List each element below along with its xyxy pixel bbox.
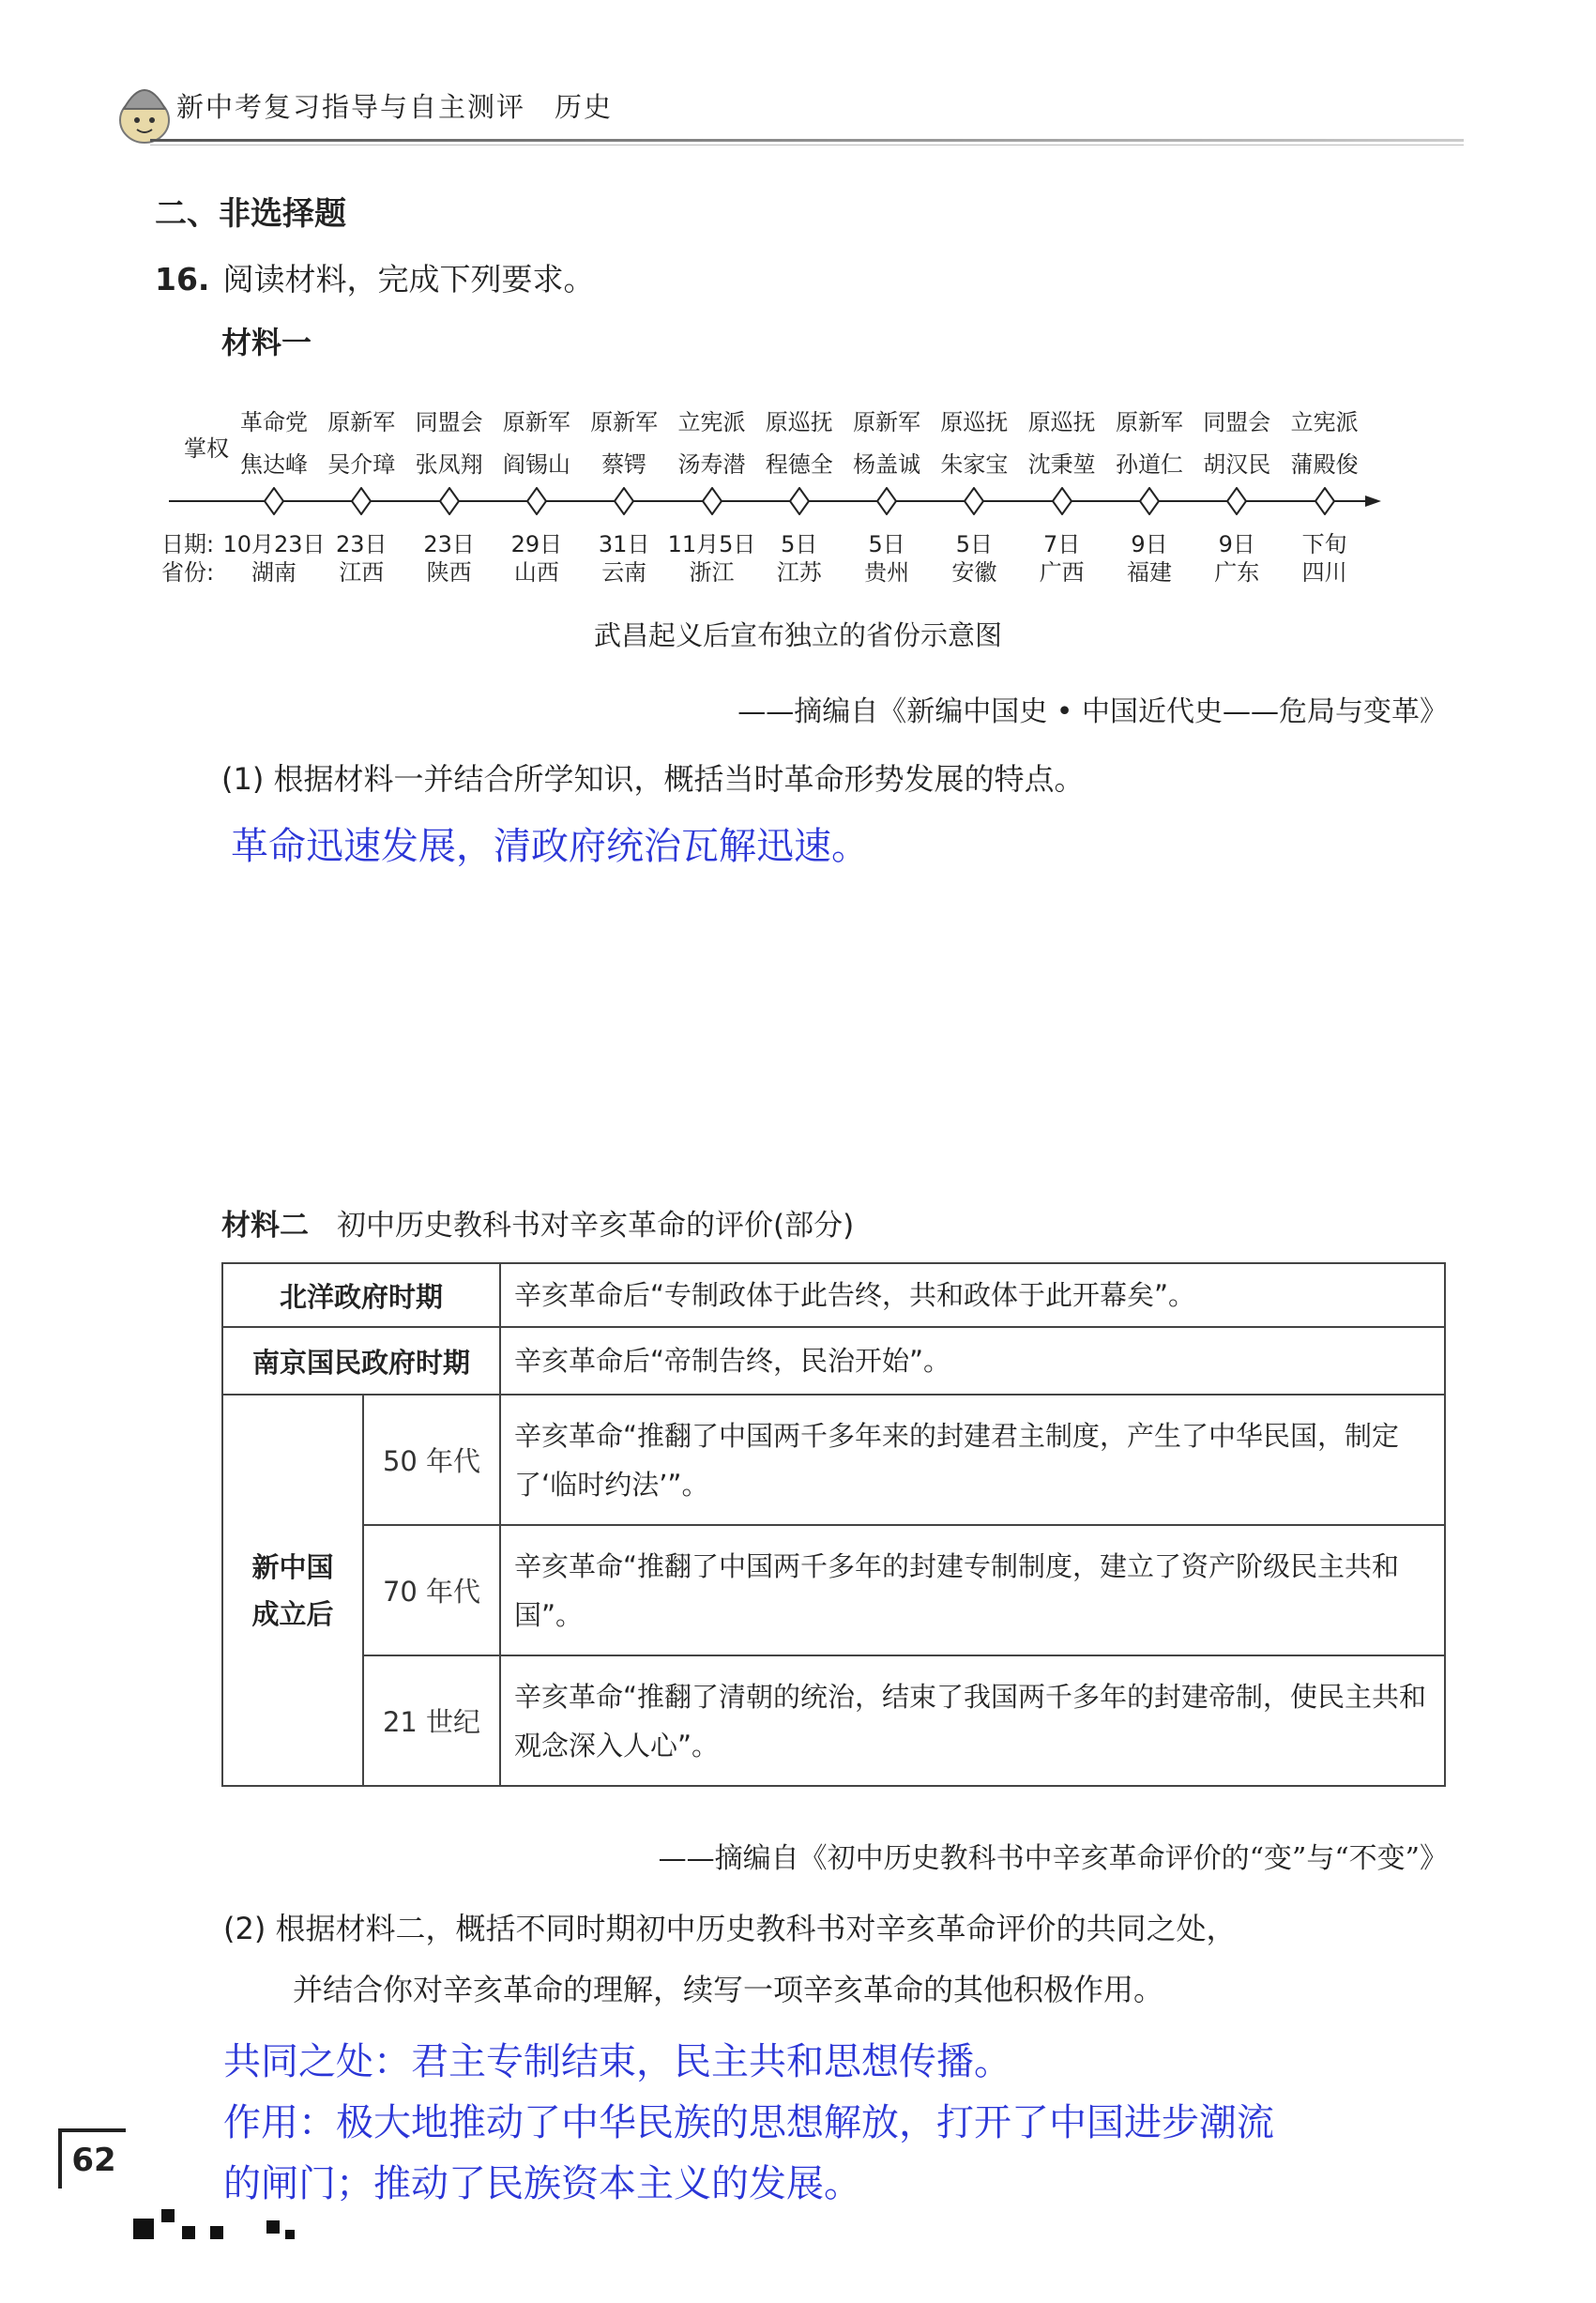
event-province: 云南 bbox=[601, 559, 647, 586]
event-person: 蒲殿俊 bbox=[1290, 451, 1359, 478]
event-province: 江西 bbox=[339, 559, 385, 586]
event-province: 湖南 bbox=[251, 559, 296, 586]
era-70s: 70 年代 bbox=[363, 1525, 500, 1655]
event-person: 蔡锷 bbox=[601, 451, 647, 478]
event-diamond-marker bbox=[614, 487, 634, 515]
event-province: 贵州 bbox=[864, 559, 910, 586]
event-province: 山西 bbox=[513, 559, 559, 586]
period-nanjing: 南京国民政府时期 bbox=[222, 1327, 500, 1395]
event-diamond-marker bbox=[964, 487, 984, 515]
event-province: 安徽 bbox=[951, 559, 997, 586]
event-diamond-marker bbox=[439, 487, 460, 515]
event-faction: 原新军 bbox=[853, 409, 921, 435]
event-province: 福建 bbox=[1127, 559, 1172, 586]
page-number: 62 bbox=[58, 2128, 126, 2189]
event-province: 江苏 bbox=[776, 559, 822, 586]
table-row bbox=[222, 1655, 1445, 1786]
event-diamond-marker bbox=[789, 487, 810, 515]
event-faction: 同盟会 bbox=[415, 409, 483, 435]
event-date: 下旬 bbox=[1301, 531, 1347, 557]
text-21c: 辛亥革命“推翻了清朝的统治，结束了我国两千多年的封建帝制，使民主共和观念深入人心”。 bbox=[500, 1655, 1445, 1786]
event-diamond-marker bbox=[526, 487, 547, 515]
question-prompt: 阅读材料，完成下列要求。 bbox=[222, 261, 595, 297]
event-date: 11月5日 bbox=[667, 531, 756, 557]
event-diamond-marker bbox=[876, 487, 897, 515]
event-faction: 原巡抚 bbox=[1027, 409, 1096, 435]
event-person: 程德全 bbox=[765, 451, 833, 478]
event-date: 9日 bbox=[1218, 531, 1255, 557]
period-beiyang: 北洋政府时期 bbox=[222, 1263, 500, 1327]
event-diamond-marker bbox=[702, 487, 722, 515]
event-person: 汤寿潜 bbox=[677, 451, 746, 478]
event-date: 5日 bbox=[955, 531, 994, 557]
event-faction: 原新军 bbox=[327, 409, 396, 435]
event-date: 10月23日 bbox=[222, 531, 326, 557]
event-diamond-marker bbox=[1315, 487, 1335, 515]
header-title: 新中考复习指导与自主测评 历史 bbox=[176, 91, 614, 123]
period-new-china bbox=[222, 1395, 363, 1786]
sub1-answer: 革命迅速发展，清政府统治瓦解迅速。 bbox=[231, 825, 869, 868]
event-date: 7日 bbox=[1043, 531, 1081, 557]
text-50s: 辛亥革命“推翻了中国两千多年来的封建君主制度，产生了中华民国，制定了‘临时约法’”。 bbox=[500, 1395, 1445, 1525]
event-faction: 同盟会 bbox=[1203, 409, 1271, 435]
event-person: 张凤翔 bbox=[415, 451, 483, 478]
event-province: 广西 bbox=[1039, 559, 1085, 586]
timeline-label-province: 省份: bbox=[161, 559, 215, 586]
material2-source: ——摘编自《初中历史教科书中辛亥革命评价的“变”与“不变”》 bbox=[658, 1842, 1448, 1875]
event-date: 5日 bbox=[868, 531, 905, 557]
event-province: 浙江 bbox=[689, 559, 735, 586]
event-person: 阎锡山 bbox=[502, 451, 570, 478]
event-date: 29日 bbox=[510, 531, 563, 557]
text-nanjing: 辛亥革命后“帝制告终，民治开始”。 bbox=[500, 1327, 1445, 1395]
evaluation-table bbox=[221, 1262, 1446, 1787]
event-province: 广东 bbox=[1214, 559, 1260, 586]
event-diamond-marker bbox=[1139, 487, 1160, 515]
event-faction: 立宪派 bbox=[1290, 409, 1359, 435]
timeline-label-power: 掌权 bbox=[184, 435, 229, 462]
event-diamond-marker bbox=[1052, 487, 1072, 515]
event-diamond-marker bbox=[264, 487, 284, 515]
material1-caption: 武昌起义后宣布独立的省份示意图 bbox=[593, 619, 1002, 651]
event-faction: 原新军 bbox=[590, 409, 659, 435]
event-person: 孙道仁 bbox=[1116, 451, 1183, 478]
sub2-answer-line1: 共同之处：君主专制结束，民主共和思想传播。 bbox=[223, 2040, 1011, 2083]
event-person: 沈秉堃 bbox=[1027, 451, 1096, 478]
era-50s: 50 年代 bbox=[363, 1395, 500, 1525]
material2-label: 材料二 bbox=[221, 1209, 309, 1243]
text-70s: 辛亥革命“推翻了中国两千多年的封建专制制度，建立了资产阶级民主共和国”。 bbox=[500, 1525, 1445, 1655]
event-person: 焦达峰 bbox=[240, 451, 308, 478]
sub2-question-line2: 并结合你对辛亥革命的理解，续写一项辛亥革命的其他积极作用。 bbox=[293, 1972, 1164, 2007]
event-person: 朱家宝 bbox=[940, 451, 1009, 478]
table-row bbox=[222, 1395, 1445, 1525]
question-number: 16. bbox=[155, 261, 210, 297]
table-row bbox=[222, 1327, 1445, 1395]
event-diamond-marker bbox=[351, 487, 372, 515]
event-diamond-marker bbox=[1226, 487, 1247, 515]
event-province: 陕西 bbox=[426, 559, 472, 586]
sub1-question: (1) 根据材料一并结合所学知识，概括当时革命形势发展的特点。 bbox=[221, 761, 1085, 797]
material1-label: 材料一 bbox=[221, 325, 312, 360]
section-title: 二、非选择题 bbox=[155, 195, 346, 233]
event-date: 31日 bbox=[598, 531, 650, 557]
sub2-answer-line2: 作用：极大地推动了中华民族的思想解放，打开了中国进步潮流 bbox=[223, 2101, 1274, 2144]
table-row bbox=[222, 1263, 1445, 1327]
event-person: 杨盖诚 bbox=[853, 451, 921, 478]
material2-heading bbox=[221, 1201, 854, 1243]
event-faction: 立宪派 bbox=[677, 409, 746, 435]
event-faction: 原巡抚 bbox=[765, 409, 833, 435]
event-province: 四川 bbox=[1301, 559, 1347, 586]
event-date: 5日 bbox=[781, 531, 818, 557]
event-person: 胡汉民 bbox=[1203, 451, 1271, 478]
sub2-question-line1: (2) 根据材料二，概括不同时期初中历史教科书对辛亥革命评价的共同之处， bbox=[223, 1911, 1237, 1946]
timeline-label-date: 日期: bbox=[161, 531, 215, 557]
event-faction: 革命党 bbox=[240, 409, 308, 435]
sub2-answer-line3: 的闸门；推动了民族资本主义的发展。 bbox=[223, 2162, 861, 2205]
event-faction: 原巡抚 bbox=[940, 409, 1009, 435]
event-person: 吴介璋 bbox=[327, 451, 396, 478]
period-new-china-label: 新中国成立后 bbox=[251, 1550, 334, 1630]
material1-source: ——摘编自《新编中国史 • 中国近代史——危局与变革》 bbox=[737, 695, 1448, 728]
event-faction: 原新军 bbox=[1116, 409, 1183, 435]
event-faction: 原新军 bbox=[502, 409, 570, 435]
material2-title: 初中历史教科书对辛亥革命的评价(部分) bbox=[337, 1209, 855, 1243]
event-date: 23日 bbox=[336, 531, 388, 557]
event-date: 9日 bbox=[1131, 531, 1168, 557]
event-date: 23日 bbox=[423, 531, 475, 557]
table-row bbox=[222, 1525, 1445, 1655]
text-beiyang: 辛亥革命后“专制政体于此告终，共和政体于此开幕矣”。 bbox=[500, 1263, 1445, 1327]
era-21c: 21 世纪 bbox=[363, 1655, 500, 1786]
